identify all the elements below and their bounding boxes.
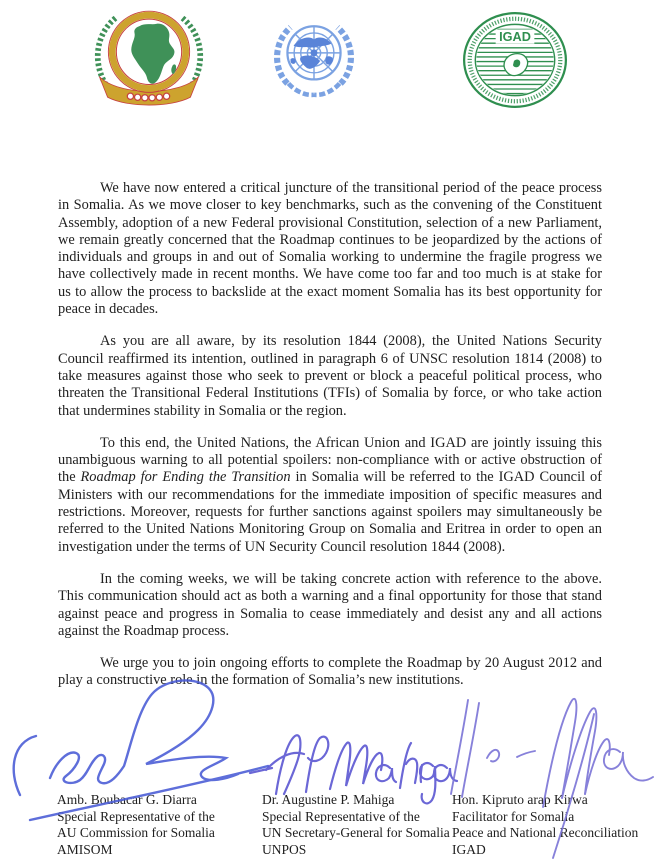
signatory-block-mahiga: [262, 792, 462, 858]
signatory-name: Dr. Augustine P. Mahiga: [262, 792, 395, 807]
paragraph-5: We urge you to join ongoing efforts to complete the Roadmap by 20 August 2012 and play a constructive role in the formation of Somalia’s new institutions.: [58, 655, 602, 689]
letter-body: [58, 180, 602, 705]
paragraph-4: In the coming weeks, we will be taking concrete action with reference to the above. This communication should act as both a warning and a final opportunity for those that stand against peace and progress in Somalia to cease immediately and desist any and all actions against the Roadmap process.: [58, 570, 602, 639]
signatory-block-kirwa: [452, 792, 658, 858]
signatory-name: Hon. Kipruto arap Kirwa: [452, 792, 588, 807]
signatory-org: IGAD: [452, 841, 486, 857]
roadmap-title-italic: Roadmap for Ending the Transition: [80, 469, 291, 486]
signatory-title: AU Commission for Somalia: [57, 825, 215, 841]
signatory-title: Special Representative of the: [262, 808, 420, 824]
signatory-title: Facilitator for Somalia: [452, 808, 575, 824]
signatory-title: Special Representative of the: [57, 808, 215, 824]
paragraph-1: We have now entered a critical juncture of the transitional period of the peace process in Somalia. As we move closer to key benchmarks, such as the convening of the Constituent Assembly, adoption of a new Federal provisional Constitution, selection of a new Parliament, we remain greatly concerned that the Roadmap continues to be jeopardized by the actions of individuals and groups in and out of Somalia working to undermine the fragile progress we have collectively made in recent months. We have come too far and too much is at stake for us to allow the process to backslide at the exact moment Somalia has its best opportunity for peace in decades.: [58, 180, 602, 318]
paragraph-3-text-cont: in Somalia will be referred to the IGAD Council of Ministers with our recommendations for the immediate imposition of specific measures and restrictions. Moreover, requests for further sanctions against spoilers may simultaneously be referred to the United Nations Monitoring Group on Somalia and Eritrea in order to open an investigation under the terms of UN Security Council resolution 1844 (2008).: [58, 469, 602, 555]
signatory-name: Amb. Boubacar G. Diarra: [57, 792, 197, 807]
signatory-org: UNPOS: [262, 841, 307, 857]
signatory-org: AMISOM: [57, 841, 113, 857]
paragraph-3-text: To this end, the United Nations, the African Union and IGAD are jointly issuing this unambiguous warning to all potential spoilers: non-compliance with or active obstruction of the: [58, 434, 602, 486]
united-nations-logo-icon: [262, 12, 366, 106]
igad-logo-icon: [458, 8, 572, 112]
paragraph-3: [58, 435, 602, 556]
igad-seal-wordmark: IGAD: [499, 29, 531, 45]
paragraph-2: As you are all aware, by its resolution 1844 (2008), the United Nations Security Council reaffirmed its intention, outlined in paragraph 6 of UNSC resolution 1814 (2008) to take measures against those who seek to prevent or block a peaceful political process, who threaten the Transitional Federal Institutions (TFIs) of Somalia by force, or who take action that undermines stability in Somalia or the region.: [58, 333, 602, 419]
signatory-title: Peace and National Reconciliation: [452, 825, 639, 841]
signatory-block-diarra: [57, 792, 257, 858]
african-union-logo-icon: [88, 6, 210, 110]
signatory-title: UN Secretary-General for Somalia: [262, 825, 450, 841]
